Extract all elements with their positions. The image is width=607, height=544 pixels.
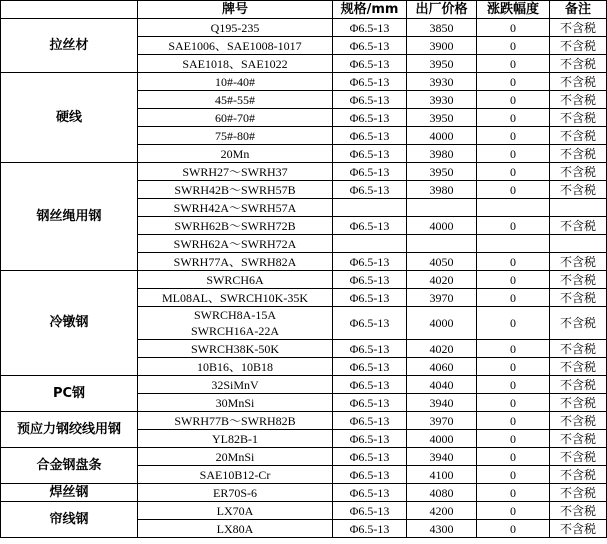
change-cell bbox=[477, 235, 550, 253]
category-cell: 合金钢盘条 bbox=[1, 448, 138, 484]
spec-cell: Φ6.5-13 bbox=[333, 19, 407, 37]
note-cell: 不含税 bbox=[550, 394, 607, 412]
spec-cell: Φ6.5-13 bbox=[333, 502, 407, 520]
change-cell: 0 bbox=[477, 37, 550, 55]
change-cell: 0 bbox=[477, 253, 550, 271]
change-cell: 0 bbox=[477, 430, 550, 448]
table-row bbox=[1, 376, 607, 394]
change-cell: 0 bbox=[477, 127, 550, 145]
price-cell: 4050 bbox=[407, 253, 477, 271]
table-row bbox=[1, 502, 607, 520]
grade-cell bbox=[138, 181, 333, 199]
change-cell: 0 bbox=[477, 163, 550, 181]
change-cell: 0 bbox=[477, 340, 550, 358]
price-cell: 3930 bbox=[407, 91, 477, 109]
grade-cell bbox=[138, 163, 333, 181]
grade-text: 75#-80# bbox=[215, 128, 255, 143]
price-cell: 3940 bbox=[407, 448, 477, 466]
spec-cell: Φ6.5-13 bbox=[333, 520, 407, 538]
change-cell: 0 bbox=[477, 109, 550, 127]
grade-text: SWRH27～SWRH37 bbox=[182, 164, 288, 179]
grade-cell bbox=[138, 448, 333, 466]
grade-text: SWRCH8A-15A bbox=[193, 308, 276, 322]
grade-text: SAE1018、SAE1022 bbox=[182, 56, 288, 71]
header-change: 涨跌幅度 bbox=[477, 1, 550, 19]
table-row bbox=[1, 412, 607, 430]
grade-cell bbox=[138, 19, 333, 37]
grade-text: SWRCH16A-22A bbox=[190, 324, 279, 338]
change-cell: 0 bbox=[477, 448, 550, 466]
note-cell: 不含税 bbox=[550, 19, 607, 37]
table-body bbox=[1, 19, 607, 538]
note-cell: 不含税 bbox=[550, 358, 607, 376]
price-cell: 4100 bbox=[407, 466, 477, 484]
category-cell: 钢丝绳用钢 bbox=[1, 163, 138, 271]
note-cell: 不含税 bbox=[550, 127, 607, 145]
price-cell: 4000 bbox=[407, 217, 477, 235]
spec-cell: Φ6.5-13 bbox=[333, 289, 407, 307]
change-cell: 0 bbox=[477, 145, 550, 163]
note-cell: 不含税 bbox=[550, 271, 607, 289]
note-cell: 不含税 bbox=[550, 217, 607, 235]
note-cell: 不含税 bbox=[550, 91, 607, 109]
change-cell: 0 bbox=[477, 520, 550, 538]
change-cell: 0 bbox=[477, 466, 550, 484]
grade-cell bbox=[138, 145, 333, 163]
note-cell: 不含税 bbox=[550, 145, 607, 163]
price-cell: 4000 bbox=[407, 127, 477, 145]
table-row bbox=[1, 163, 607, 181]
price-cell: 3900 bbox=[407, 37, 477, 55]
spec-cell: Φ6.5-13 bbox=[333, 73, 407, 91]
note-cell: 不含税 bbox=[550, 430, 607, 448]
price-cell: 4200 bbox=[407, 502, 477, 520]
grade-text: SWRH42B～SWRH57B bbox=[174, 182, 296, 197]
note-cell: 不含税 bbox=[550, 502, 607, 520]
change-cell: 0 bbox=[477, 502, 550, 520]
grade-text: 20MnSi bbox=[215, 449, 255, 464]
grade-cell bbox=[138, 91, 333, 109]
spec-cell: Φ6.5-13 bbox=[333, 448, 407, 466]
grade-text: SWRH77B～SWRH82B bbox=[174, 413, 296, 428]
price-cell: 4040 bbox=[407, 376, 477, 394]
price-cell: 3980 bbox=[407, 181, 477, 199]
spec-cell: Φ6.5-13 bbox=[333, 217, 407, 235]
change-cell: 0 bbox=[477, 412, 550, 430]
grade-cell bbox=[138, 109, 333, 127]
spec-cell: Φ6.5-13 bbox=[333, 181, 407, 199]
price-cell: 4300 bbox=[407, 520, 477, 538]
spec-cell: Φ6.5-13 bbox=[333, 430, 407, 448]
price-cell: 3980 bbox=[407, 145, 477, 163]
price-cell: 4060 bbox=[407, 358, 477, 376]
price-cell: 3970 bbox=[407, 412, 477, 430]
grade-cell bbox=[138, 466, 333, 484]
category-cell: 拉丝材 bbox=[1, 19, 138, 73]
spec-cell: Φ6.5-13 bbox=[333, 358, 407, 376]
grade-text: 32SiMnV bbox=[211, 377, 259, 392]
spec-cell: Φ6.5-13 bbox=[333, 466, 407, 484]
change-cell bbox=[477, 199, 550, 217]
grade-cell bbox=[138, 340, 333, 358]
spec-cell: Φ6.5-13 bbox=[333, 37, 407, 55]
grade-cell bbox=[138, 73, 333, 91]
price-cell: 4000 bbox=[407, 307, 477, 340]
category-cell: 帘线钢 bbox=[1, 502, 138, 538]
change-cell: 0 bbox=[477, 484, 550, 502]
header-category bbox=[1, 1, 138, 19]
spec-cell: Φ6.5-13 bbox=[333, 253, 407, 271]
grade-cell bbox=[138, 37, 333, 55]
grade-text: SWRCH6A bbox=[206, 272, 264, 287]
spec-cell: Φ6.5-13 bbox=[333, 271, 407, 289]
spec-cell: Φ6.5-13 bbox=[333, 145, 407, 163]
change-cell: 0 bbox=[477, 55, 550, 73]
note-cell bbox=[550, 199, 607, 217]
header-grade: 牌号 bbox=[138, 1, 333, 19]
grade-text: Q195-235 bbox=[210, 20, 260, 35]
grade-text: YL82B-1 bbox=[212, 431, 258, 446]
grade-text: 30MnSi bbox=[215, 395, 255, 410]
note-cell: 不含税 bbox=[550, 109, 607, 127]
spec-cell: Φ6.5-13 bbox=[333, 340, 407, 358]
change-cell: 0 bbox=[477, 358, 550, 376]
note-cell: 不含税 bbox=[550, 448, 607, 466]
header-row bbox=[1, 1, 607, 19]
grade-text: 20Mn bbox=[220, 146, 250, 161]
category-cell: 硬线 bbox=[1, 73, 138, 163]
note-cell: 不含税 bbox=[550, 163, 607, 181]
grade-text: SWRH77A、SWRH82A bbox=[173, 254, 297, 269]
spec-cell: Φ6.5-13 bbox=[333, 109, 407, 127]
spec-cell: Φ6.5-13 bbox=[333, 412, 407, 430]
spec-cell: Φ6.5-13 bbox=[333, 484, 407, 502]
change-cell: 0 bbox=[477, 307, 550, 340]
note-cell: 不含税 bbox=[550, 37, 607, 55]
note-cell: 不含税 bbox=[550, 181, 607, 199]
grade-text: SWRCH38K-50K bbox=[190, 341, 279, 356]
grade-text: SWRH62A～SWRH72A bbox=[173, 236, 297, 251]
table-row bbox=[1, 271, 607, 289]
change-cell: 0 bbox=[477, 271, 550, 289]
header-spec: 规格/mm bbox=[333, 1, 407, 19]
category-cell: 冷镦钢 bbox=[1, 271, 138, 376]
note-cell: 不含税 bbox=[550, 466, 607, 484]
grade-cell bbox=[138, 235, 333, 253]
grade-cell bbox=[138, 307, 333, 340]
grade-cell bbox=[138, 55, 333, 73]
spec-cell: Φ6.5-13 bbox=[333, 376, 407, 394]
note-cell: 不含税 bbox=[550, 253, 607, 271]
spec-cell: Φ6.5-13 bbox=[333, 394, 407, 412]
price-cell: 3970 bbox=[407, 289, 477, 307]
price-cell: 4020 bbox=[407, 271, 477, 289]
grade-cell bbox=[138, 376, 333, 394]
price-cell: 4020 bbox=[407, 340, 477, 358]
grade-text: SAE10B12-Cr bbox=[199, 467, 271, 482]
note-cell: 不含税 bbox=[550, 484, 607, 502]
grade-cell bbox=[138, 430, 333, 448]
spec-cell: Φ6.5-13 bbox=[333, 163, 407, 181]
table-row bbox=[1, 19, 607, 37]
note-cell: 不含税 bbox=[550, 307, 607, 340]
grade-cell bbox=[138, 412, 333, 430]
note-cell: 不含税 bbox=[550, 376, 607, 394]
category-cell: 焊丝钢 bbox=[1, 484, 138, 502]
price-cell bbox=[407, 199, 477, 217]
note-cell: 不含税 bbox=[550, 340, 607, 358]
price-cell: 3950 bbox=[407, 163, 477, 181]
grade-text: 10B16、10B18 bbox=[196, 359, 273, 374]
note-cell: 不含税 bbox=[550, 412, 607, 430]
change-cell: 0 bbox=[477, 376, 550, 394]
grade-cell bbox=[138, 484, 333, 502]
header-price: 出厂价格 bbox=[407, 1, 477, 19]
change-cell: 0 bbox=[477, 289, 550, 307]
header-note: 备注 bbox=[550, 1, 607, 19]
price-cell: 4080 bbox=[407, 484, 477, 502]
note-cell: 不含税 bbox=[550, 55, 607, 73]
change-cell: 0 bbox=[477, 91, 550, 109]
price-cell: 3930 bbox=[407, 73, 477, 91]
grade-cell bbox=[138, 520, 333, 538]
grade-cell bbox=[138, 253, 333, 271]
price-cell bbox=[407, 235, 477, 253]
grade-text: LX80A bbox=[216, 521, 254, 536]
table-row bbox=[1, 448, 607, 466]
grade-text: SAE1006、SAE1008-1017 bbox=[168, 38, 302, 53]
grade-cell bbox=[138, 394, 333, 412]
grade-cell bbox=[138, 289, 333, 307]
grade-text: ML08AL、SWRCH10K-35K bbox=[162, 290, 308, 305]
price-cell: 4000 bbox=[407, 430, 477, 448]
grade-cell bbox=[138, 271, 333, 289]
change-cell: 0 bbox=[477, 73, 550, 91]
price-cell: 3940 bbox=[407, 394, 477, 412]
change-cell: 0 bbox=[477, 181, 550, 199]
spec-cell bbox=[333, 199, 407, 217]
grade-cell bbox=[138, 502, 333, 520]
note-cell bbox=[550, 235, 607, 253]
note-cell: 不含税 bbox=[550, 73, 607, 91]
grade-text: 60#-70# bbox=[215, 110, 255, 125]
table-row bbox=[1, 484, 607, 502]
category-cell: PC钢 bbox=[1, 376, 138, 412]
category-cell: 预应力钢绞线用钢 bbox=[1, 412, 138, 448]
grade-cell bbox=[138, 358, 333, 376]
spec-cell: Φ6.5-13 bbox=[333, 91, 407, 109]
grade-text: 10#-40# bbox=[215, 74, 255, 89]
grade-text: ER70S-6 bbox=[212, 485, 257, 500]
spec-cell: Φ6.5-13 bbox=[333, 307, 407, 340]
spec-cell: Φ6.5-13 bbox=[333, 55, 407, 73]
change-cell: 0 bbox=[477, 217, 550, 235]
note-cell: 不含税 bbox=[550, 520, 607, 538]
price-cell: 3850 bbox=[407, 19, 477, 37]
price-cell: 3950 bbox=[407, 55, 477, 73]
change-cell: 0 bbox=[477, 19, 550, 37]
grade-cell bbox=[138, 199, 333, 217]
change-cell: 0 bbox=[477, 394, 550, 412]
note-cell: 不含税 bbox=[550, 289, 607, 307]
grade-text: SWRH62B～SWRH72B bbox=[174, 218, 296, 233]
table-row bbox=[1, 73, 607, 91]
grade-cell bbox=[138, 217, 333, 235]
grade-cell bbox=[138, 127, 333, 145]
grade-text: LX70A bbox=[216, 503, 254, 518]
price-cell: 3950 bbox=[407, 109, 477, 127]
spec-cell bbox=[333, 235, 407, 253]
spec-cell: Φ6.5-13 bbox=[333, 127, 407, 145]
grade-text: SWRH42A～SWRH57A bbox=[173, 200, 297, 215]
grade-text: 45#-55# bbox=[215, 92, 255, 107]
